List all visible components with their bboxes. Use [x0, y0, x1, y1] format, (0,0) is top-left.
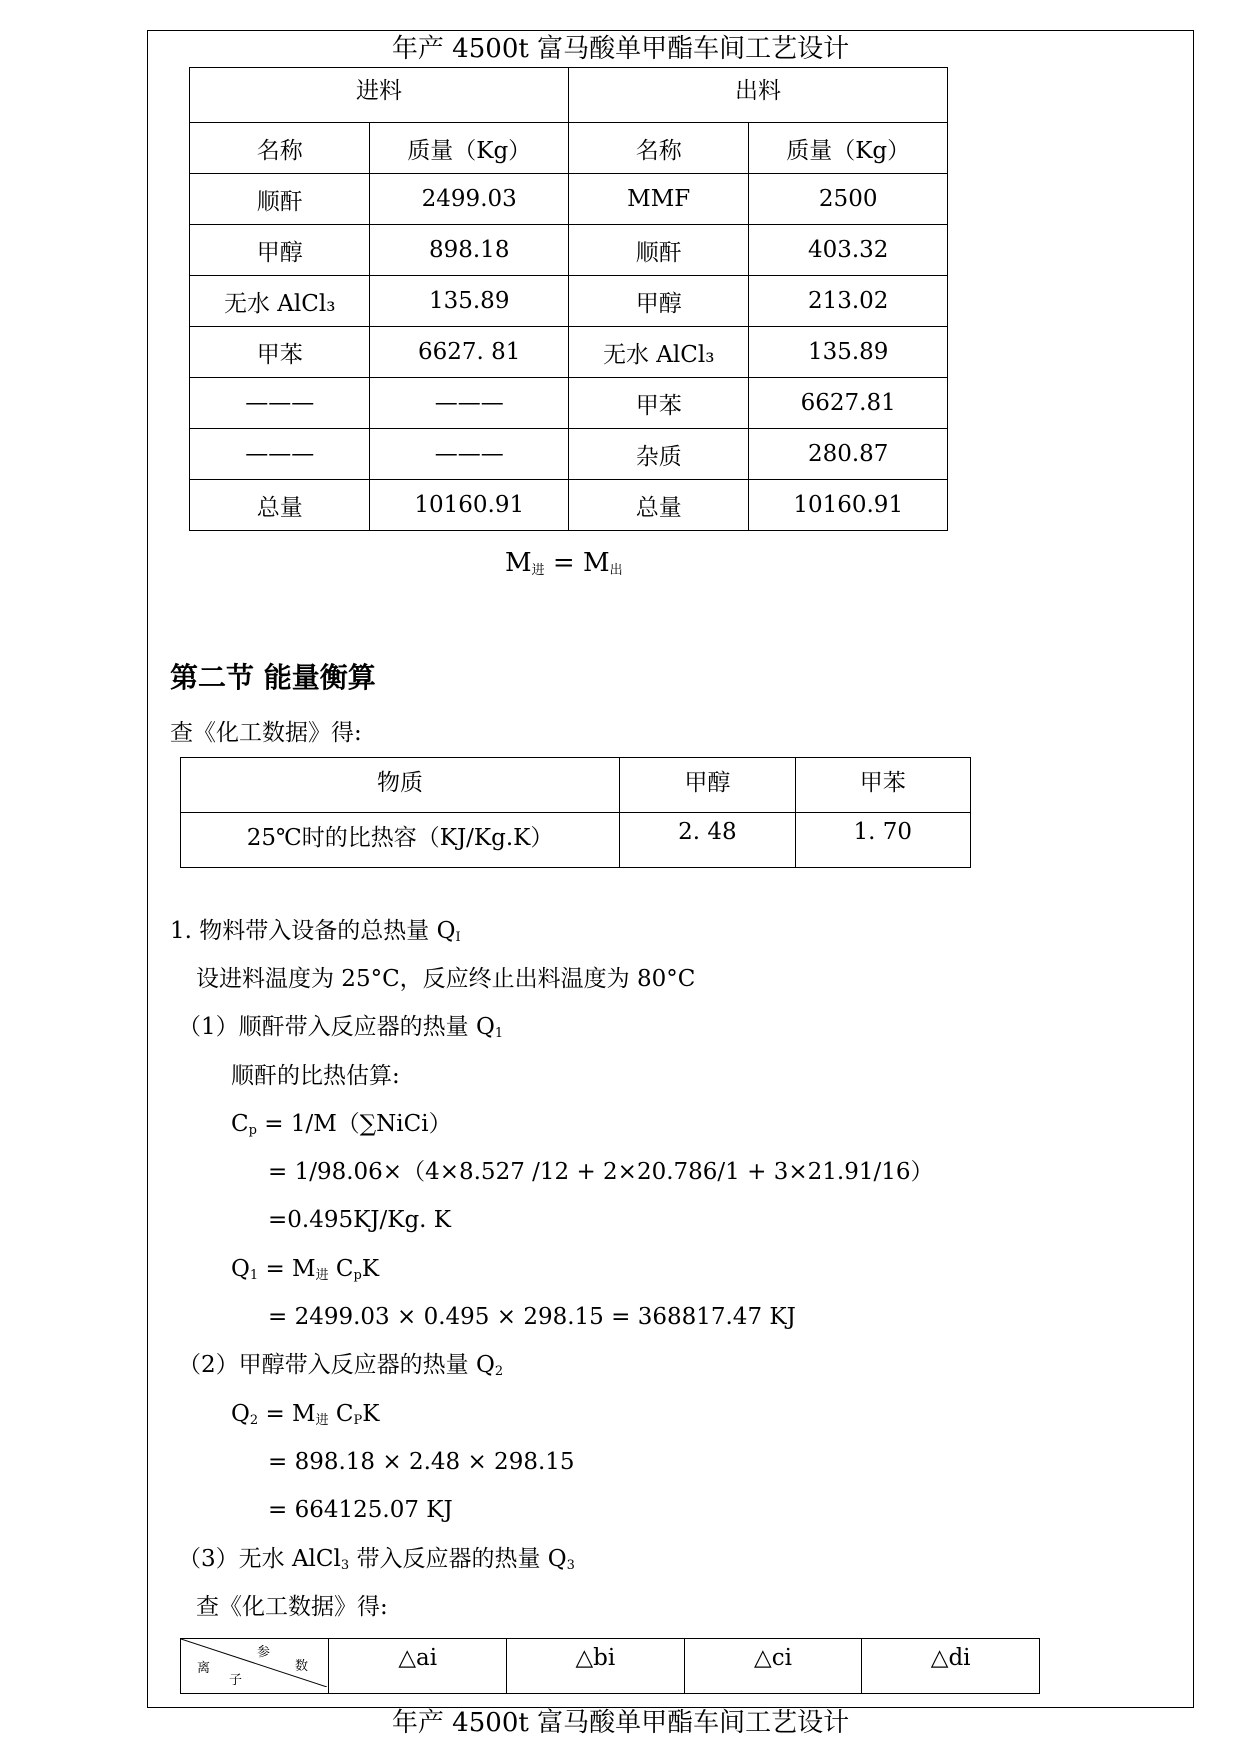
lookup-note-2: 查《化工数据》得: — [196, 1594, 388, 1620]
table-header-cell: 甲苯 — [795, 758, 970, 813]
table-row — [190, 174, 948, 225]
table-row — [181, 813, 971, 868]
table-cell: 2500 — [749, 174, 948, 225]
table-cell: 顺酐 — [190, 174, 370, 225]
table-cell: 25℃时的比热容（KJ/Kg.K） — [181, 813, 620, 868]
table-cell: 2. 48 — [620, 813, 795, 868]
table-header-cell: △ci — [684, 1639, 862, 1694]
table-row — [190, 276, 948, 327]
table-cell: ——— — [370, 429, 569, 480]
step-3-heading: （3）无水 AlCl$_3$ 带入反应器的热量 $Q_3$ — [178, 1546, 575, 1573]
step-1-heading: （1）顺酐带入反应器的热量 $Q_1$ — [178, 1014, 504, 1041]
table-cell: 280.87 — [749, 429, 948, 480]
table-cell: 2499.03 — [370, 174, 569, 225]
table-group-header: 进料 — [190, 68, 569, 123]
table-cell: 甲苯 — [569, 378, 749, 429]
table-cell: ——— — [190, 378, 370, 429]
table-row — [190, 225, 948, 276]
table-row — [190, 378, 948, 429]
table-cell: 甲醇 — [190, 225, 370, 276]
step-2-heading: （2）甲醇带入反应器的热量 $Q_2$ — [178, 1352, 504, 1379]
table-row — [190, 480, 948, 531]
table-row — [190, 429, 948, 480]
table-cell: 顺酐 — [569, 225, 749, 276]
page-footer-title: 年产 4500t 富马酸单甲酯车间工艺设计 — [391, 1708, 850, 1738]
table-header-cell: 名称 — [569, 123, 749, 174]
temperature-assumption: 设进料温度为 25°C，反应终止出料温度为 80°C — [196, 966, 696, 992]
corner-label-right: 数 — [295, 1659, 309, 1674]
lookup-note: 查《化工数据》得: — [170, 720, 362, 746]
corner-label-top: 参 — [257, 1645, 271, 1660]
calc-item-1: 1. 物料带入设备的总热量 $Q_I$ — [170, 918, 461, 945]
table-cell: 1. 70 — [795, 813, 970, 868]
table-cell: 135.89 — [370, 276, 569, 327]
cp-formula: $C_p$ = 1/M（∑NiCi） — [231, 1111, 452, 1138]
table-header-cell: 质量（Kg） — [749, 123, 948, 174]
table-group-header: 出料 — [569, 68, 948, 123]
table-cell: 6627.81 — [749, 378, 948, 429]
table-cell: 898.18 — [370, 225, 569, 276]
table-row — [190, 327, 948, 378]
q2-formula: $Q_2 = M_进$ $C_PK$ — [231, 1401, 380, 1428]
table-cell: 杂质 — [569, 429, 749, 480]
table-cell: 6627. 81 — [370, 327, 569, 378]
table-header-cell: 名称 — [190, 123, 370, 174]
table-cell: 135.89 — [749, 327, 948, 378]
step-1-note: 顺酐的比热估算: — [231, 1063, 400, 1089]
table-header-cell: △bi — [507, 1639, 685, 1694]
table-header-cell: 质量（Kg） — [370, 123, 569, 174]
q2-calculation: = 898.18 × 2.48 × 298.15 — [268, 1449, 575, 1475]
table-cell: 无水 AlCl₃ — [190, 276, 370, 327]
cp-result: =0.495KJ/Kg. K — [268, 1207, 451, 1233]
page-header-title: 年产 4500t 富马酸单甲酯车间工艺设计 — [391, 34, 850, 64]
table-header-cell: 物质 — [181, 758, 620, 813]
q2-result: = 664125.07 KJ — [268, 1497, 453, 1523]
material-balance-table — [189, 67, 948, 531]
table-cell: 403.32 — [749, 225, 948, 276]
corner-label-left: 离 — [197, 1661, 211, 1676]
diagonal-corner-cell — [181, 1639, 329, 1694]
mass-balance-equation: $M_进 = M_出$ — [505, 548, 623, 578]
q1-calculation: = 2499.03 × 0.495 × 298.15 = 368817.47 KJ — [268, 1304, 796, 1330]
cp-calculation: = 1/98.06×（4×8.527 /12 + 2×20.786/1 + 3×21.91/16） — [268, 1159, 934, 1185]
table-cell: 无水 AlCl₃ — [569, 327, 749, 378]
section-title: 第二节 能量衡算 — [170, 661, 376, 694]
specific-heat-table — [180, 757, 971, 868]
table-cell: ——— — [190, 429, 370, 480]
table-cell: ——— — [370, 378, 569, 429]
table-cell: 10160.91 — [749, 480, 948, 531]
table-cell: 甲苯 — [190, 327, 370, 378]
table-header-cell: △di — [862, 1639, 1040, 1694]
table-cell: MMF — [569, 174, 749, 225]
table-header-cell: △ai — [329, 1639, 507, 1694]
q1-formula: $Q_1 = M_进$ $C_pK$ — [231, 1256, 380, 1283]
corner-label-bottom: 子 — [229, 1673, 243, 1688]
table-cell: 甲醇 — [569, 276, 749, 327]
ion-parameter-table — [180, 1638, 1040, 1694]
table-cell: 10160.91 — [370, 480, 569, 531]
table-cell: 213.02 — [749, 276, 948, 327]
table-cell: 总量 — [190, 480, 370, 531]
table-cell: 总量 — [569, 480, 749, 531]
table-header-cell: 甲醇 — [620, 758, 795, 813]
